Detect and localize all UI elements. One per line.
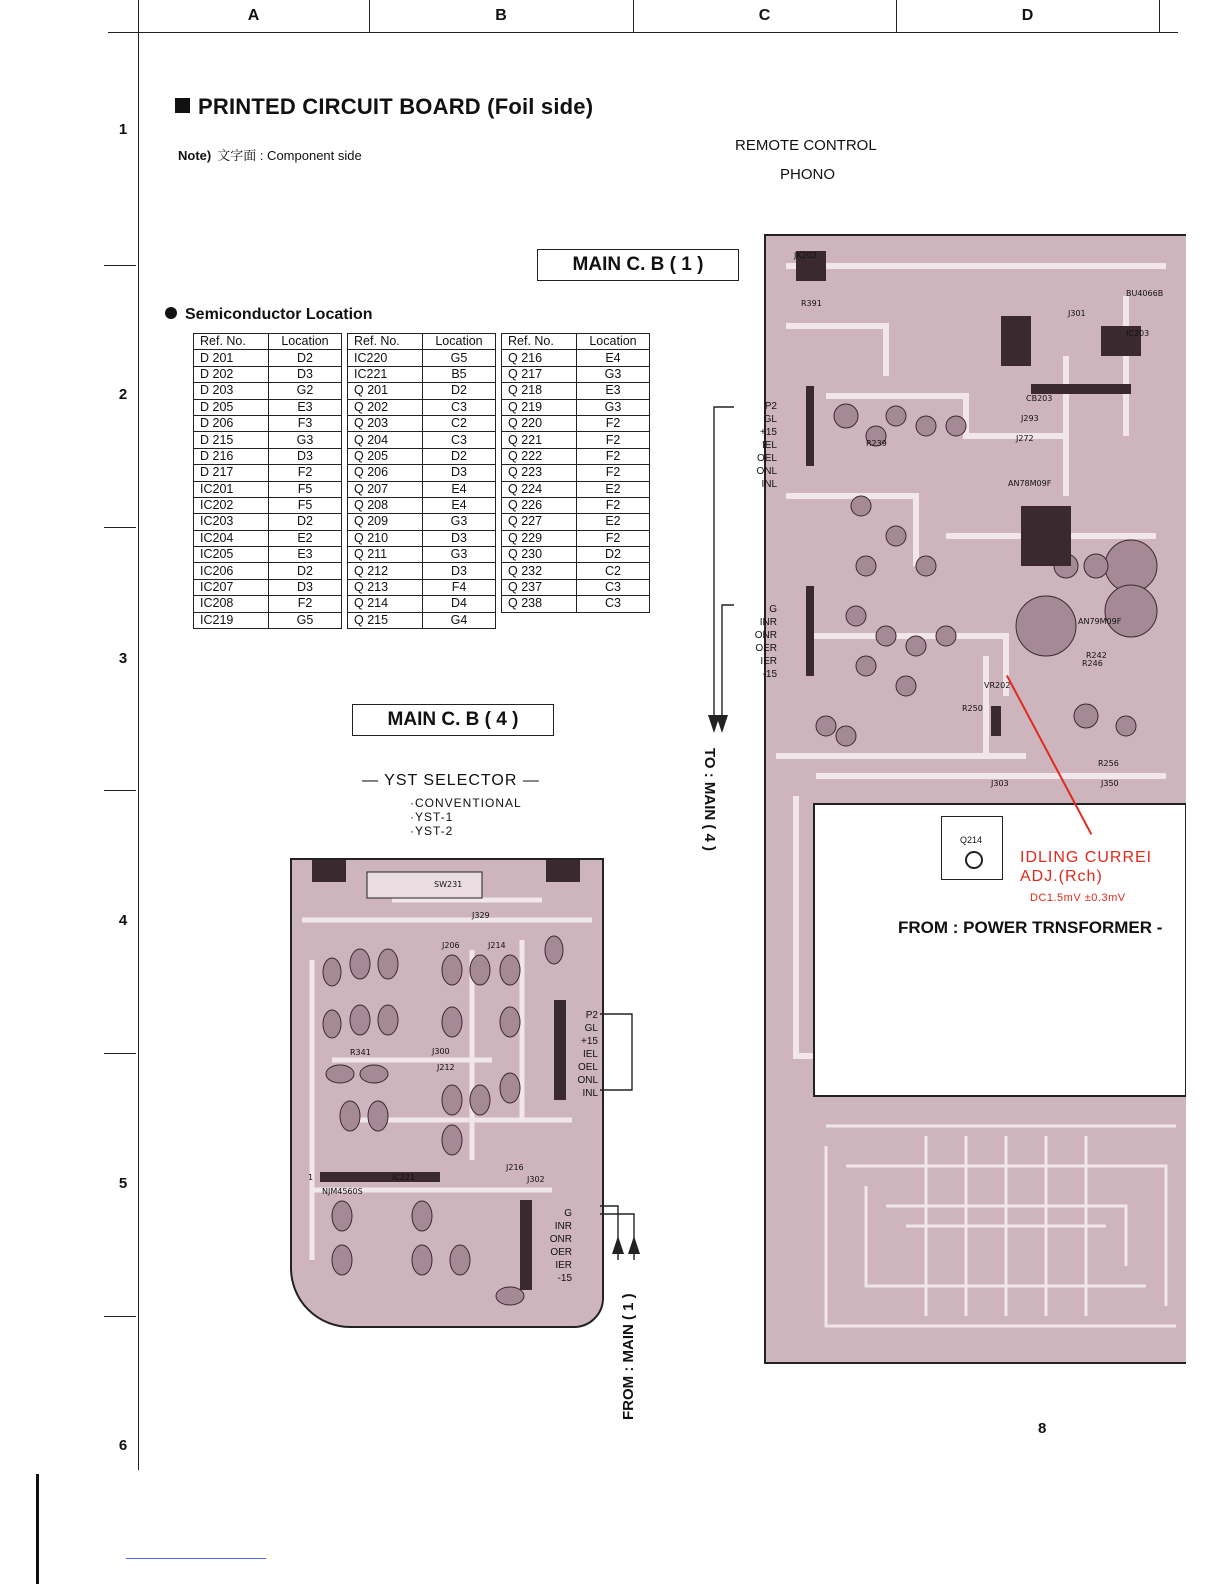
table-row [194, 579, 342, 595]
row-tick [104, 790, 136, 791]
column-label-c: C [758, 7, 771, 24]
ref-no-cell: Q 209 [348, 514, 423, 530]
connector-pin-label: +15 [581, 1036, 598, 1047]
table-row [348, 530, 496, 546]
semiconductor-table-3 [501, 333, 650, 613]
ref-no-header: Ref. No. [502, 334, 577, 350]
table-row [194, 415, 342, 431]
ref-no-cell: Q 202 [348, 399, 423, 415]
ref-no-cell: Q 221 [502, 432, 577, 448]
location-header: Location [423, 334, 496, 350]
svg-text:R246: R246 [1082, 659, 1103, 668]
location-cell: G3 [423, 547, 496, 563]
connector-pin-label: OER [550, 1247, 572, 1258]
ref-no-cell: Q 201 [348, 383, 423, 399]
table-row [348, 481, 496, 497]
ref-no-cell: IC221 [348, 366, 423, 382]
location-cell: E3 [269, 547, 342, 563]
location-cell: F5 [269, 481, 342, 497]
col-divider-right [1159, 0, 1160, 32]
connector-pins-lower-main1 [735, 603, 777, 681]
svg-text:J301: J301 [1068, 309, 1086, 318]
svg-text:R391: R391 [801, 299, 822, 308]
ref-no-cell: D 217 [194, 465, 269, 481]
location-header: Location [577, 334, 650, 350]
connector-pin-label: P2 [585, 1010, 598, 1021]
q214-transistor [941, 816, 1003, 880]
row-label-3: 3 [118, 650, 128, 667]
table-row [194, 547, 342, 563]
footer-rule [126, 1558, 266, 1559]
connector-pin-label: INL [582, 1088, 598, 1099]
svg-text:AN78M09F: AN78M09F [1008, 479, 1052, 488]
svg-text:VR202: VR202 [984, 681, 1011, 690]
ref-no-cell: Q 211 [348, 547, 423, 563]
note-label: Note) [178, 148, 212, 163]
table-row [502, 465, 650, 481]
ref-no-cell: Q 207 [348, 481, 423, 497]
from-main1-label: FROM : MAIN ( 1 ) [620, 1293, 637, 1420]
row-label-5: 5 [118, 1175, 128, 1192]
location-cell: D3 [423, 530, 496, 546]
table-row [194, 432, 342, 448]
table-header-row [502, 334, 650, 350]
semiconductor-table-1 [193, 333, 342, 629]
table-row [502, 530, 650, 546]
table-row [502, 432, 650, 448]
connector-pin-label: INR [554, 1221, 572, 1232]
table-row [194, 366, 342, 382]
location-cell: F2 [269, 596, 342, 612]
column-label-d: D [1021, 7, 1034, 24]
location-cell: B5 [423, 366, 496, 382]
ref-no-cell: D 205 [194, 399, 269, 415]
ref-no-cell: Q 237 [502, 579, 577, 595]
table-row [348, 366, 496, 382]
column-label-a: A [247, 7, 260, 24]
location-cell: E4 [577, 350, 650, 366]
row-label-2: 2 [118, 386, 128, 403]
connector-pins-lower-main4 [530, 1207, 572, 1285]
location-cell: G3 [577, 399, 650, 415]
svg-text:J216: J216 [506, 1163, 524, 1172]
table-row [348, 596, 496, 612]
location-cell: D2 [423, 448, 496, 464]
location-cell: F5 [269, 497, 342, 513]
ref-no-cell: IC203 [194, 514, 269, 530]
table-row [194, 612, 342, 628]
location-cell: D2 [269, 350, 342, 366]
yst-selector-title: — YST SELECTOR — [362, 772, 540, 789]
connector-pin-label: ONL [577, 1075, 598, 1086]
table-row [194, 350, 342, 366]
svg-text:J212: J212 [437, 1063, 455, 1072]
location-cell: C3 [423, 432, 496, 448]
table-row [348, 514, 496, 530]
ref-no-header: Ref. No. [194, 334, 269, 350]
svg-text:J350: J350 [1101, 779, 1119, 788]
location-cell: C2 [423, 415, 496, 431]
location-cell: C3 [423, 399, 496, 415]
location-cell: E3 [269, 399, 342, 415]
location-cell: C2 [577, 563, 650, 579]
table-row [194, 448, 342, 464]
table-row [502, 366, 650, 382]
connector-pins-upper-main4 [556, 1009, 598, 1100]
idling-adj-line1: IDLING CURREI [1020, 849, 1153, 866]
location-cell: F4 [423, 579, 496, 595]
table-row [502, 563, 650, 579]
ref-no-cell: Q 208 [348, 497, 423, 513]
svg-text:R256: R256 [1098, 759, 1119, 768]
location-cell: D2 [269, 514, 342, 530]
row-label-1: 1 [118, 121, 128, 138]
idling-adj-line2: ADJ.(Rch) [1020, 868, 1103, 885]
svg-text:IC203: IC203 [1126, 329, 1150, 338]
location-cell: G3 [423, 514, 496, 530]
table-row [502, 579, 650, 595]
ref-no-cell: IC201 [194, 481, 269, 497]
ref-no-cell: D 203 [194, 383, 269, 399]
row-tick [104, 265, 136, 266]
page-title [175, 94, 593, 120]
table-row [194, 530, 342, 546]
table-row [194, 596, 342, 612]
svg-text:IC221: IC221 [392, 1173, 416, 1182]
ref-no-cell: Q 217 [502, 366, 577, 382]
ref-no-cell: IC219 [194, 612, 269, 628]
remote-control-label: REMOTE CONTROL [735, 137, 877, 154]
ref-no-cell: IC220 [348, 350, 423, 366]
page-number: 8 [1038, 1420, 1047, 1437]
location-cell: D3 [269, 579, 342, 595]
connector-pin-label: G [564, 1208, 572, 1219]
to-main4-arrows [700, 405, 740, 735]
table-row [502, 596, 650, 612]
table-row [502, 481, 650, 497]
connector-pin-label: P2 [764, 401, 777, 412]
connector-pin-label: IEL [761, 440, 777, 451]
table-row [502, 497, 650, 513]
connector-pin-label: ONR [754, 630, 777, 641]
svg-text:JK202: JK202 [794, 251, 817, 260]
ref-no-cell: Q 213 [348, 579, 423, 595]
pcb-main-cb1 [764, 234, 1186, 1364]
connector-pin-label: -15 [557, 1273, 572, 1284]
svg-text:J303: J303 [991, 779, 1009, 788]
row-label-6: 6 [118, 1437, 128, 1454]
yst-option-1: ·YST-1 [410, 810, 454, 824]
square-bullet-icon [175, 98, 190, 113]
ref-no-cell: D 206 [194, 415, 269, 431]
table-row [348, 465, 496, 481]
table-row [502, 514, 650, 530]
location-cell: G3 [269, 432, 342, 448]
q214-mount-icon [965, 851, 983, 869]
table-row [348, 383, 496, 399]
table-row [348, 399, 496, 415]
semiconductor-title-text: Semiconductor Location [185, 306, 373, 323]
ref-no-cell: Q 226 [502, 497, 577, 513]
table-row [348, 579, 496, 595]
svg-text:J329: J329 [472, 911, 490, 920]
svg-text:J302: J302 [527, 1175, 545, 1184]
table-header-row [194, 334, 342, 350]
location-cell: E2 [269, 530, 342, 546]
location-cell: C3 [577, 579, 650, 595]
location-cell: E4 [423, 497, 496, 513]
ref-no-cell: D 202 [194, 366, 269, 382]
location-cell: D2 [423, 383, 496, 399]
ref-no-cell: IC208 [194, 596, 269, 612]
location-header: Location [269, 334, 342, 350]
table-header-row [348, 334, 496, 350]
connector-pin-label: ONL [756, 466, 777, 477]
connector-pin-label: -15 [762, 669, 777, 680]
table-row [194, 465, 342, 481]
table-row [502, 350, 650, 366]
connector-pin-label: G [769, 604, 777, 615]
location-cell: G4 [423, 612, 496, 628]
table-row [348, 432, 496, 448]
connector-pin-label: OEL [577, 1062, 598, 1073]
table-row [348, 497, 496, 513]
phono-label: PHONO [780, 166, 836, 183]
connector-pin-label: INR [759, 617, 777, 628]
ref-no-cell: D 216 [194, 448, 269, 464]
ref-no-cell: D 201 [194, 350, 269, 366]
location-cell: G5 [269, 612, 342, 628]
table-row [194, 481, 342, 497]
location-cell: E4 [423, 481, 496, 497]
svg-text:J272: J272 [1016, 434, 1034, 443]
note [178, 145, 362, 164]
table-row [194, 399, 342, 415]
ref-no-cell: IC206 [194, 563, 269, 579]
location-cell: F2 [269, 465, 342, 481]
ref-no-cell: Q 206 [348, 465, 423, 481]
location-cell: F2 [577, 448, 650, 464]
svg-text:R250: R250 [962, 704, 983, 713]
connector-pin-label: +15 [760, 427, 777, 438]
connector-pin-label: ONR [549, 1234, 572, 1245]
svg-text:R239: R239 [866, 439, 887, 448]
svg-text:J206: J206 [442, 941, 460, 950]
svg-text:R242: R242 [1086, 651, 1107, 660]
location-cell: D4 [423, 596, 496, 612]
ref-no-cell: Q 215 [348, 612, 423, 628]
location-cell: E2 [577, 481, 650, 497]
table-row [348, 547, 496, 563]
q214-label: Q214 [960, 835, 983, 845]
row-tick [104, 527, 136, 528]
binding-edge [36, 1474, 39, 1584]
top-border [108, 32, 1178, 33]
ref-no-cell: IC205 [194, 547, 269, 563]
location-cell: F2 [577, 432, 650, 448]
from-power-label: FROM : POWER TRNSFORMER - [898, 918, 1163, 937]
connector-pin-label: GL [584, 1023, 598, 1034]
ref-no-cell: Q 223 [502, 465, 577, 481]
table-row [348, 563, 496, 579]
ref-no-cell: Q 203 [348, 415, 423, 431]
page-title-text: PRINTED CIRCUIT BOARD (Foil side) [198, 94, 594, 119]
idling-adj-line3: DC1.5mV ±0.3mV [1030, 892, 1126, 904]
pcb-main-cb1-traces [766, 236, 1186, 1362]
main-cb4-label: MAIN C. B ( 4 ) [352, 704, 554, 736]
svg-text:AN79M09F: AN79M09F [1078, 617, 1122, 626]
svg-text:1: 1 [308, 1173, 314, 1182]
semiconductor-title [165, 306, 373, 324]
location-cell: D2 [577, 547, 650, 563]
connector-pin-label: GL [763, 414, 777, 425]
table-row [194, 563, 342, 579]
table-row [348, 612, 496, 628]
location-cell: D3 [423, 563, 496, 579]
svg-text:NJM4560S: NJM4560S [322, 1187, 363, 1196]
ref-no-cell: Q 210 [348, 530, 423, 546]
ref-no-cell: Q 224 [502, 481, 577, 497]
ref-no-cell: Q 204 [348, 432, 423, 448]
ref-no-cell: Q 212 [348, 563, 423, 579]
location-cell: D3 [423, 465, 496, 481]
yst-option-conventional: ·CONVENTIONAL [410, 796, 522, 810]
row-tick [104, 1053, 136, 1054]
connector-pin-label: IER [760, 656, 777, 667]
svg-text:R341: R341 [350, 1048, 371, 1057]
svg-text:J300: J300 [432, 1047, 450, 1056]
ref-no-cell: D 215 [194, 432, 269, 448]
location-cell: G3 [577, 366, 650, 382]
ref-no-header: Ref. No. [348, 334, 423, 350]
left-border [138, 0, 139, 1470]
svg-text:CB203: CB203 [1026, 394, 1053, 403]
svg-text:BU4066B: BU4066B [1126, 289, 1164, 298]
from-main1-arrows [598, 1010, 648, 1260]
location-cell: F2 [577, 497, 650, 513]
ref-no-cell: IC202 [194, 497, 269, 513]
svg-text:J214: J214 [488, 941, 506, 950]
ref-no-cell: Q 229 [502, 530, 577, 546]
connector-pins-upper-main1 [735, 400, 777, 491]
location-cell: D2 [269, 563, 342, 579]
location-cell: D3 [269, 448, 342, 464]
location-cell: E3 [577, 383, 650, 399]
yst-option-2: ·YST-2 [410, 824, 454, 838]
location-cell: D3 [269, 366, 342, 382]
ref-no-cell: Q 205 [348, 448, 423, 464]
ref-no-cell: Q 214 [348, 596, 423, 612]
round-bullet-icon [165, 307, 177, 319]
ref-no-cell: IC204 [194, 530, 269, 546]
location-cell: C3 [577, 596, 650, 612]
connector-pin-label: INL [761, 479, 777, 490]
table-row [348, 350, 496, 366]
table-row [502, 547, 650, 563]
table-row [194, 514, 342, 530]
row-label-4: 4 [118, 912, 128, 929]
svg-text:SW231: SW231 [434, 880, 463, 889]
semiconductor-table-2 [347, 333, 496, 629]
location-cell: E2 [577, 514, 650, 530]
to-main4-label: TO : MAIN ( 4 ) [701, 748, 718, 852]
svg-text:J293: J293 [1021, 414, 1039, 423]
table-row [502, 399, 650, 415]
table-row [194, 497, 342, 513]
column-label-b: B [495, 7, 507, 24]
location-cell: F2 [577, 530, 650, 546]
location-cell: F3 [269, 415, 342, 431]
table-row [502, 415, 650, 431]
table-row [348, 448, 496, 464]
ref-no-cell: Q 220 [502, 415, 577, 431]
table-row [194, 383, 342, 399]
location-cell: F2 [577, 465, 650, 481]
ref-no-cell: Q 218 [502, 383, 577, 399]
ref-no-cell: Q 230 [502, 547, 577, 563]
table-row [348, 415, 496, 431]
connector-pin-label: OER [755, 643, 777, 654]
ref-no-cell: IC207 [194, 579, 269, 595]
table-row [502, 383, 650, 399]
location-cell: G5 [423, 350, 496, 366]
ref-no-cell: Q 219 [502, 399, 577, 415]
ref-no-cell: Q 232 [502, 563, 577, 579]
main-cb1-label: MAIN C. B ( 1 ) [537, 249, 739, 281]
connector-pin-label: OEL [756, 453, 777, 464]
location-cell: F2 [577, 415, 650, 431]
ref-no-cell: Q 227 [502, 514, 577, 530]
location-cell: G2 [269, 383, 342, 399]
ref-no-cell: Q 222 [502, 448, 577, 464]
row-tick [104, 1316, 136, 1317]
connector-pin-label: IEL [582, 1049, 598, 1060]
connector-pin-label: IER [555, 1260, 572, 1271]
note-text: 文字面 : Component side [217, 148, 362, 163]
ref-no-cell: Q 238 [502, 596, 577, 612]
ref-no-cell: Q 216 [502, 350, 577, 366]
table-row [502, 448, 650, 464]
